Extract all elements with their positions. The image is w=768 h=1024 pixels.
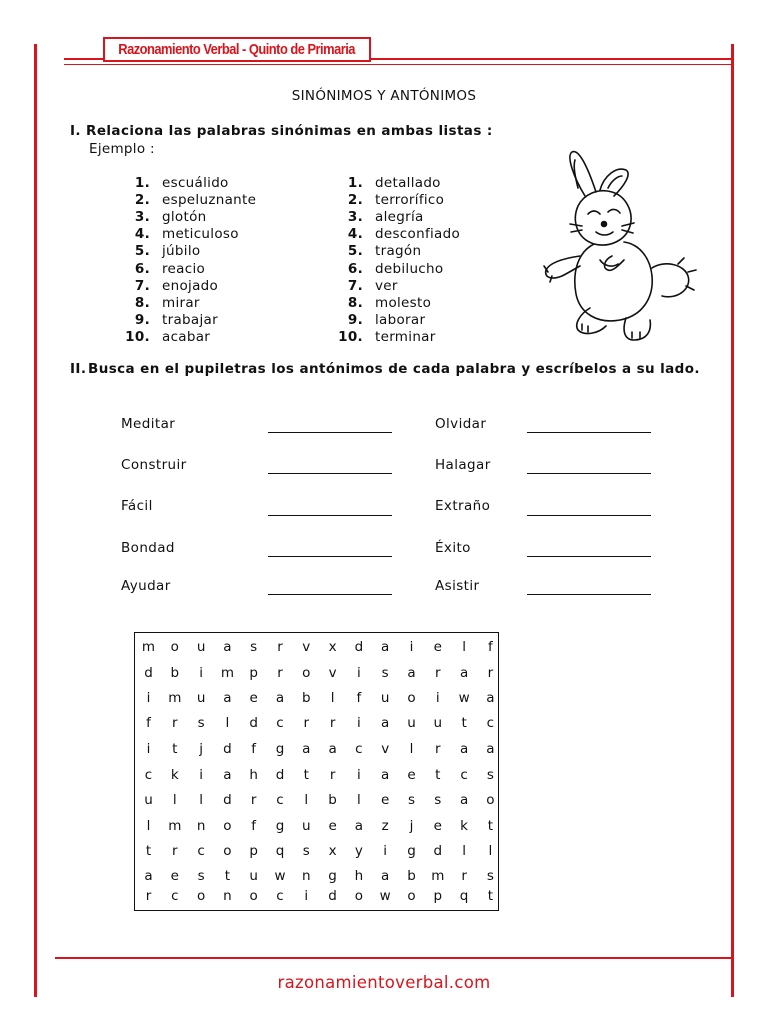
grid-letter[interactable]: t — [303, 767, 309, 783]
item-word: alegría — [375, 208, 424, 225]
list-item — [337, 174, 460, 191]
item-word: tragón — [375, 243, 422, 260]
grid-letter[interactable]: l — [146, 818, 151, 834]
grid-letter[interactable]: x — [328, 639, 337, 655]
item-number: 9. — [134, 312, 150, 329]
grid-letter[interactable]: a — [459, 792, 469, 808]
grid-letter[interactable]: b — [407, 868, 416, 884]
item-number: 4. — [347, 226, 363, 243]
item-word: júbilo — [162, 243, 201, 260]
grid-letter[interactable]: l — [409, 741, 414, 757]
word-left-5: Ayudar — [121, 578, 171, 594]
grid-row — [135, 841, 498, 861]
grid-letter[interactable]: i — [383, 843, 388, 859]
grid-letter[interactable]: e — [170, 868, 179, 884]
grid-letter[interactable]: v — [302, 639, 311, 655]
grid-letter[interactable]: u — [196, 639, 206, 655]
grid-letter[interactable]: t — [224, 868, 231, 884]
item-word: terminar — [375, 329, 436, 346]
grid-letter[interactable]: b — [328, 792, 337, 808]
list-item — [124, 208, 256, 225]
grid-letter[interactable]: b — [170, 665, 180, 681]
grid-letter[interactable]: r — [329, 767, 336, 783]
grid-row — [135, 816, 498, 836]
grid-letter[interactable]: c — [276, 715, 284, 731]
item-word: molesto — [375, 294, 432, 311]
grid-letter[interactable]: l — [462, 639, 466, 655]
grid-row — [135, 739, 498, 759]
item-number: 8. — [134, 294, 150, 311]
grid-letter[interactable]: q — [459, 888, 469, 904]
grid-letter[interactable]: f — [251, 741, 257, 757]
grid-letter[interactable]: h — [354, 868, 364, 884]
grid-letter[interactable]: t — [172, 741, 178, 757]
grid-letter[interactable]: a — [144, 868, 153, 884]
grid-letter[interactable]: d — [433, 843, 443, 859]
grid-letter[interactable]: l — [199, 792, 203, 808]
grid-letter[interactable]: r — [172, 843, 178, 859]
grid-letter[interactable]: r — [250, 792, 257, 808]
grid-letter[interactable]: q — [275, 843, 285, 859]
grid-letter[interactable]: e — [328, 818, 337, 834]
grid-letter[interactable]: r — [329, 715, 336, 731]
grid-letter[interactable]: b — [302, 690, 311, 706]
grid-letter[interactable]: i — [435, 690, 440, 706]
list-item — [124, 312, 256, 329]
grid-letter[interactable]: a — [381, 767, 390, 783]
grid-row — [135, 790, 498, 810]
grid-letter[interactable]: r — [435, 665, 441, 681]
grid-letter[interactable]: f — [251, 818, 257, 834]
grid-letter[interactable]: j — [199, 741, 203, 757]
grid-letter[interactable]: a — [302, 741, 311, 757]
grid-letter[interactable]: e — [433, 818, 442, 834]
grid-letter[interactable]: c — [486, 715, 495, 731]
grid-letter[interactable]: n — [196, 818, 206, 834]
grid-letter[interactable]: a — [328, 741, 337, 757]
grid-letter[interactable]: a — [459, 665, 469, 681]
grid-letter[interactable]: v — [381, 741, 390, 757]
grid-letter[interactable]: c — [355, 741, 363, 757]
grid-letter[interactable]: d — [275, 767, 285, 783]
bunny-illustration-icon — [538, 148, 700, 344]
grid-letter[interactable]: u — [433, 715, 443, 731]
grid-letter[interactable]: f — [146, 715, 151, 731]
item-number: 10. — [338, 329, 363, 346]
grid-letter[interactable]: w — [379, 888, 391, 904]
answer-blank[interactable] — [268, 515, 392, 516]
grid-letter[interactable]: a — [381, 868, 390, 884]
word-left-3: Fácil — [121, 498, 153, 514]
section2-heading-text: Busca en el pupiletras los antónimos de cada palabra y escríbelos a su lado. — [88, 361, 700, 377]
grid-letter[interactable]: s — [197, 715, 205, 731]
grid-letter[interactable]: i — [357, 715, 361, 731]
grid-letter[interactable]: d — [354, 639, 364, 655]
item-number: 3. — [347, 208, 363, 225]
grid-letter[interactable]: a — [381, 639, 390, 655]
grid-letter[interactable]: u — [144, 792, 153, 808]
list-item — [124, 174, 256, 191]
grid-letter[interactable]: r — [303, 715, 310, 731]
item-word: desconfiado — [375, 226, 461, 243]
grid-letter[interactable]: c — [276, 888, 284, 904]
grid-row — [135, 663, 498, 683]
list-item — [124, 329, 256, 346]
grid-letter[interactable]: r — [435, 741, 441, 757]
grid-letter[interactable]: e — [381, 792, 390, 808]
grid-letter[interactable]: i — [199, 767, 203, 783]
grid-letter[interactable]: s — [486, 868, 494, 884]
grid-row — [135, 866, 498, 886]
grid-letter[interactable]: r — [461, 868, 467, 884]
grid-letter[interactable]: a — [275, 690, 285, 706]
list-item — [337, 191, 460, 208]
grid-letter[interactable]: m — [431, 868, 445, 884]
grid-letter[interactable]: j — [409, 818, 414, 834]
grid-letter[interactable]: a — [354, 818, 364, 834]
list-item — [124, 277, 256, 294]
grid-letter[interactable]: e — [249, 690, 258, 706]
item-word: glotón — [162, 208, 207, 225]
grid-letter[interactable]: o — [249, 888, 258, 904]
word-right-5: Asistir — [435, 578, 480, 594]
answer-blank[interactable] — [527, 594, 651, 595]
grid-letter[interactable]: r — [277, 665, 283, 681]
answer-blank[interactable] — [527, 515, 651, 516]
grid-letter[interactable]: d — [249, 715, 258, 731]
item-number: 4. — [134, 226, 150, 243]
grid-letter[interactable]: u — [380, 690, 390, 706]
grid-letter[interactable]: h — [249, 767, 258, 783]
grid-letter[interactable]: s — [434, 792, 442, 808]
grid-letter[interactable]: d — [144, 665, 153, 681]
grid-letter[interactable]: o — [407, 888, 416, 904]
word-search-grid — [134, 632, 499, 911]
grid-row — [135, 713, 498, 733]
list-item — [124, 226, 256, 243]
item-number: 8. — [347, 294, 363, 311]
grid-letter[interactable]: i — [357, 767, 361, 783]
grid-letter[interactable]: g — [275, 741, 285, 757]
header-title-box — [103, 37, 371, 62]
grid-letter[interactable]: l — [172, 792, 177, 808]
left-word-list — [124, 174, 256, 346]
grid-letter[interactable]: o — [196, 888, 206, 904]
grid-letter[interactable]: a — [223, 690, 232, 706]
grid-letter[interactable]: i — [199, 665, 203, 681]
grid-letter[interactable]: s — [407, 792, 416, 808]
item-word: trabajar — [162, 312, 218, 329]
grid-letter[interactable]: w — [458, 690, 470, 706]
grid-letter[interactable]: s — [197, 868, 205, 884]
grid-letter[interactable]: a — [381, 715, 390, 731]
grid-letter[interactable]: d — [223, 792, 232, 808]
grid-letter[interactable]: l — [357, 792, 361, 808]
word-right-3: Extraño — [435, 498, 491, 514]
list-item — [337, 208, 460, 225]
list-item — [337, 277, 460, 294]
item-number: 5. — [347, 243, 363, 260]
grid-letter[interactable]: f — [488, 639, 493, 655]
answer-blank[interactable] — [268, 473, 392, 474]
grid-letter[interactable]: p — [249, 843, 258, 859]
grid-letter[interactable]: k — [170, 767, 179, 783]
frame-right-line — [731, 44, 734, 997]
grid-row — [135, 765, 498, 785]
footer-rule — [55, 957, 732, 959]
grid-letter[interactable]: l — [330, 690, 335, 706]
grid-letter[interactable]: i — [146, 741, 151, 757]
grid-letter[interactable]: o — [170, 639, 179, 655]
grid-letter[interactable]: i — [146, 690, 151, 706]
grid-letter[interactable]: v — [328, 665, 337, 681]
section1-heading: I. Relaciona las palabras sinónimas en ambas listas : — [70, 123, 493, 139]
list-item — [337, 243, 460, 260]
grid-letter[interactable]: w — [274, 868, 286, 884]
item-number: 7. — [134, 277, 150, 294]
answer-blank[interactable] — [527, 473, 651, 474]
grid-letter[interactable]: x — [328, 843, 337, 859]
grid-letter[interactable]: t — [145, 843, 152, 859]
item-word: laborar — [375, 312, 426, 329]
grid-letter[interactable]: m — [168, 818, 182, 834]
grid-letter[interactable]: c — [460, 767, 468, 783]
grid-letter[interactable]: a — [486, 741, 495, 757]
grid-letter[interactable]: d — [223, 741, 232, 757]
item-number: 2. — [347, 191, 363, 208]
grid-letter[interactable]: d — [328, 888, 337, 904]
list-item — [337, 312, 460, 329]
grid-row — [135, 637, 498, 657]
list-item — [124, 243, 256, 260]
grid-letter[interactable]: o — [354, 888, 364, 904]
grid-letter[interactable]: t — [435, 767, 441, 783]
grid-letter[interactable]: o — [223, 818, 232, 834]
grid-letter[interactable]: a — [223, 767, 232, 783]
item-number: 3. — [134, 208, 150, 225]
grid-row — [135, 688, 498, 708]
answer-blank[interactable] — [268, 556, 392, 557]
item-number: 10. — [125, 329, 150, 346]
list-item — [337, 294, 460, 311]
grid-letter[interactable]: s — [302, 843, 310, 859]
word-left-2: Construir — [121, 457, 187, 473]
item-number: 9. — [347, 312, 363, 329]
grid-letter[interactable]: o — [302, 665, 311, 681]
list-item — [337, 226, 460, 243]
word-right-1: Olvidar — [435, 416, 487, 432]
list-item — [337, 329, 460, 346]
grid-row — [135, 886, 498, 906]
header-rule-bottom — [64, 64, 732, 65]
item-number: 7. — [347, 277, 363, 294]
grid-letter[interactable]: l — [225, 715, 230, 731]
item-number: 6. — [347, 260, 363, 277]
footer-url[interactable]: razonamientoverbal.com — [277, 973, 491, 992]
word-right-2: Halagar — [435, 457, 491, 473]
grid-letter[interactable]: o — [407, 690, 416, 706]
item-word: reacio — [162, 260, 206, 277]
grid-letter[interactable]: a — [223, 639, 232, 655]
grid-letter[interactable]: l — [462, 843, 466, 859]
grid-letter[interactable]: n — [223, 888, 232, 904]
grid-letter[interactable]: t — [487, 818, 494, 834]
grid-letter[interactable]: c — [276, 792, 284, 808]
item-number: 6. — [134, 260, 150, 277]
item-word: meticuloso — [162, 226, 239, 243]
grid-letter[interactable]: o — [223, 843, 232, 859]
grid-letter[interactable]: e — [407, 767, 416, 783]
item-word: acabar — [162, 329, 211, 346]
grid-letter[interactable]: e — [433, 639, 442, 655]
grid-letter[interactable]: z — [381, 818, 389, 834]
grid-letter[interactable]: m — [220, 665, 234, 681]
grid-letter[interactable]: u — [407, 715, 416, 731]
grid-letter[interactable]: u — [302, 818, 311, 834]
grid-letter[interactable]: m — [168, 690, 182, 706]
grid-letter[interactable]: t — [487, 888, 494, 904]
section2-roman: II. — [70, 361, 87, 377]
example-label: Ejemplo : — [89, 141, 155, 157]
grid-letter[interactable]: c — [197, 843, 205, 859]
grid-letter[interactable]: l — [488, 843, 493, 859]
grid-letter[interactable]: s — [486, 767, 494, 783]
grid-letter[interactable]: g — [275, 818, 285, 834]
grid-letter[interactable]: a — [486, 690, 495, 706]
grid-letter[interactable]: l — [304, 792, 309, 808]
grid-letter[interactable]: n — [302, 868, 311, 884]
grid-letter[interactable]: r — [487, 665, 494, 681]
grid-letter[interactable]: u — [196, 690, 206, 706]
grid-letter[interactable]: c — [171, 888, 179, 904]
grid-letter[interactable]: r — [145, 888, 152, 904]
item-word: enojado — [162, 277, 219, 294]
grid-letter[interactable]: a — [459, 741, 469, 757]
answer-blank[interactable] — [527, 556, 651, 557]
item-number: 1. — [134, 174, 150, 191]
item-word: debilucho — [375, 260, 444, 277]
item-number: 2. — [134, 191, 150, 208]
item-word: detallado — [375, 174, 441, 191]
word-right-4: Éxito — [435, 540, 471, 556]
item-number: 1. — [347, 174, 363, 191]
grid-letter[interactable]: s — [381, 665, 389, 681]
item-word: escuálido — [162, 174, 229, 191]
grid-letter[interactable]: r — [277, 639, 283, 655]
answer-blank[interactable] — [527, 432, 651, 433]
grid-letter[interactable]: i — [357, 665, 361, 681]
grid-letter[interactable]: s — [250, 639, 258, 655]
grid-letter[interactable]: u — [249, 868, 258, 884]
grid-letter[interactable]: m — [141, 639, 156, 655]
item-word: espeluznante — [162, 191, 257, 208]
list-item — [124, 294, 256, 311]
item-word: mirar — [162, 294, 200, 311]
list-item — [337, 260, 460, 277]
item-word: terrorífico — [375, 191, 445, 208]
page-title: SINÓNIMOS Y ANTÓNIMOS — [291, 88, 477, 104]
grid-letter[interactable]: a — [407, 665, 416, 681]
grid-letter[interactable]: p — [249, 665, 258, 681]
item-number: 5. — [134, 243, 150, 260]
word-left-4: Bondad — [121, 540, 175, 556]
word-left-1: Meditar — [121, 416, 176, 432]
answer-blank[interactable] — [268, 594, 392, 595]
grid-letter[interactable]: o — [486, 792, 495, 808]
grid-letter[interactable]: t — [461, 715, 467, 731]
answer-blank[interactable] — [268, 432, 392, 433]
grid-letter[interactable]: f — [356, 690, 362, 706]
list-item — [124, 260, 256, 277]
grid-letter[interactable]: g — [328, 868, 337, 884]
item-word: ver — [375, 277, 398, 294]
grid-letter[interactable]: r — [172, 715, 178, 731]
grid-letter[interactable]: i — [409, 639, 414, 655]
grid-letter[interactable]: c — [144, 767, 153, 783]
grid-letter[interactable]: y — [354, 843, 363, 859]
grid-letter[interactable]: p — [433, 888, 443, 904]
grid-letter[interactable]: k — [460, 818, 468, 834]
section2-heading — [70, 360, 700, 378]
grid-letter[interactable]: i — [304, 888, 309, 904]
right-word-list — [337, 174, 460, 346]
frame-left-line — [34, 44, 37, 997]
grid-letter[interactable]: g — [407, 843, 416, 859]
list-item — [124, 191, 256, 208]
header-title: Razonamiento Verbal - Quinto de Primaria — [118, 41, 356, 58]
